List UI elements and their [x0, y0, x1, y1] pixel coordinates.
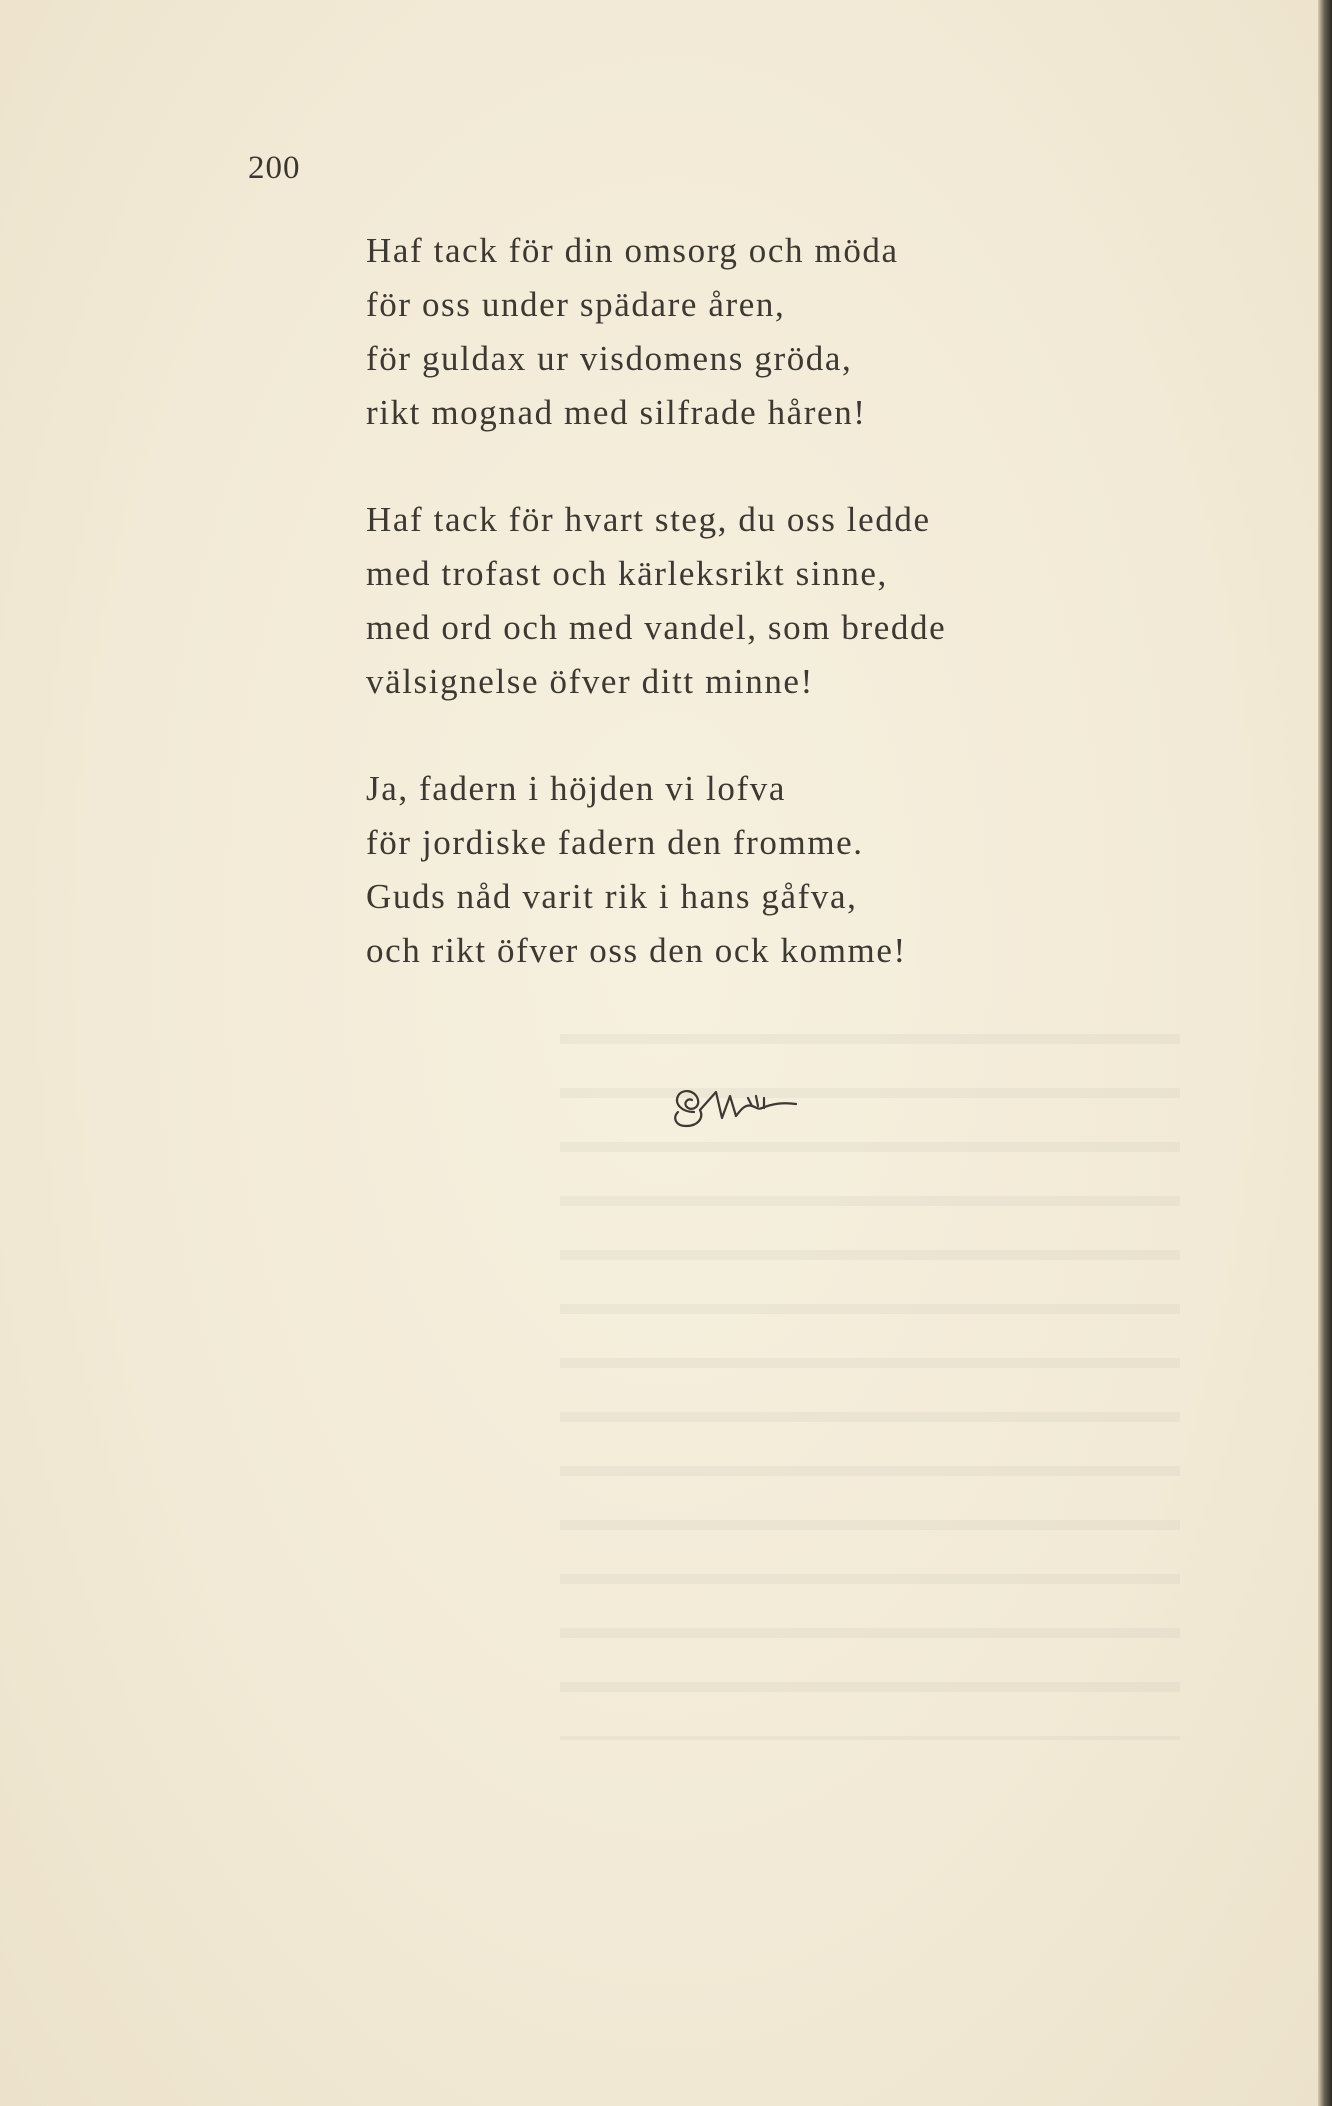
poem-line: med trofast och kärleksrikt sinne, [366, 554, 888, 593]
poem-line: Haf tack för din omsorg och möda [366, 231, 899, 270]
poem-line: välsignelse öfver ditt minne! [366, 662, 814, 701]
poem-line: och rikt öfver oss den ock komme! [366, 931, 907, 970]
poem-line: för jordiske fadern den fromme. [366, 823, 864, 862]
poem-line: med ord och med vandel, som bredde [366, 608, 947, 647]
stanza-1 [366, 224, 1166, 440]
stanza-3 [366, 762, 1166, 978]
poem-line: Ja, fadern i höjden vi lofva [366, 769, 786, 808]
poem-line: för oss under spädare åren, [366, 285, 786, 324]
poem-line: för guldax ur visdomens gröda, [366, 339, 853, 378]
tailpiece-flourish-icon [664, 1082, 804, 1134]
poem [366, 224, 1166, 1031]
show-through-text [560, 1000, 1180, 1740]
page-edge-shadow [1318, 0, 1332, 2106]
stanza-2 [366, 493, 1166, 709]
page-number: 200 [248, 150, 301, 186]
poem-line: Haf tack för hvart steg, du oss ledde [366, 500, 931, 539]
poem-line: rikt mognad med silfrade håren! [366, 393, 867, 432]
poem-line: Guds nåd varit rik i hans gåfva, [366, 877, 858, 916]
